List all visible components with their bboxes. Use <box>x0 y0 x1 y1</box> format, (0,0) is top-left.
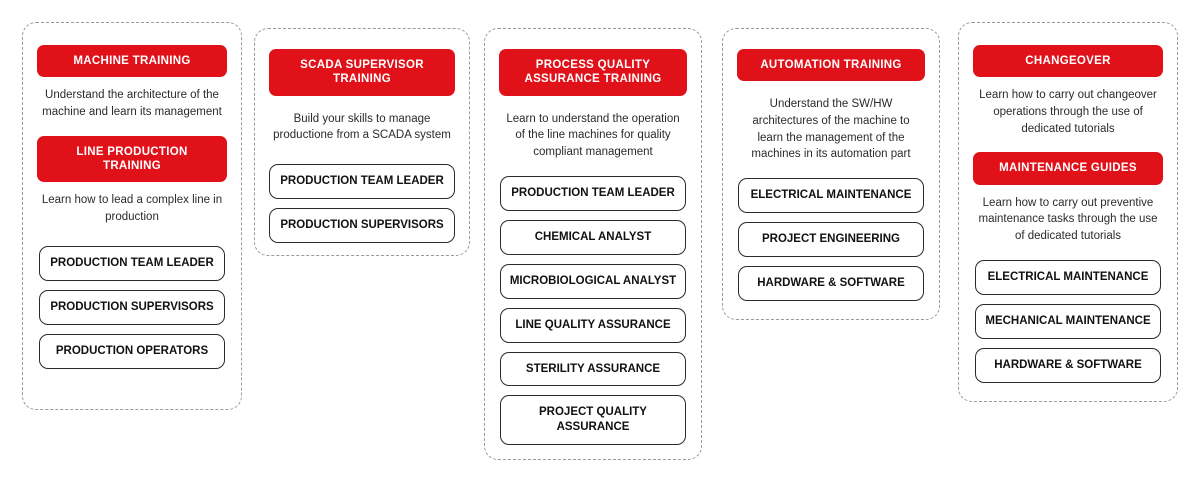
role-item[interactable]: HARDWARE & SOFTWARE <box>975 348 1161 383</box>
role-list-changeover <box>973 260 1163 383</box>
heading-process-quality-assurance-training: PROCESS QUALITY ASSURANCE TRAINING <box>499 49 687 96</box>
role-item[interactable]: CHEMICAL ANALYST <box>500 220 686 255</box>
description-process-quality-assurance-training: Learn to understand the operation of the line machines for quality compliant management <box>506 112 680 159</box>
role-item[interactable]: PROJECT QUALITY ASSURANCE <box>500 395 686 445</box>
role-item[interactable]: LINE QUALITY ASSURANCE <box>500 308 686 343</box>
role-item[interactable]: MECHANICAL MAINTENANCE <box>975 304 1161 339</box>
description-changeover: Learn how to carry out changeover operations through the use of dedicated tutorials <box>979 89 1157 135</box>
role-list-machine-training <box>37 246 227 369</box>
role-list-process-quality-assurance-training <box>499 176 687 446</box>
column-scada-supervisor-training <box>254 28 470 256</box>
role-item[interactable]: MICROBIOLOGICAL ANALYST <box>500 264 686 299</box>
role-item[interactable]: HARDWARE & SOFTWARE <box>738 266 924 301</box>
description-maintenance-guides: Learn how to carry out preventive maintenance tasks through the use of dedicated tutorials <box>978 196 1158 243</box>
heading-changeover: CHANGEOVER <box>973 45 1163 77</box>
role-item[interactable]: ELECTRICAL MAINTENANCE <box>738 178 924 213</box>
role-item[interactable]: PRODUCTION TEAM LEADER <box>39 246 225 281</box>
heading-machine-training: MACHINE TRAINING <box>37 45 227 77</box>
column-automation-training <box>722 28 940 320</box>
column-machine-training <box>22 22 242 410</box>
role-item[interactable]: ELECTRICAL MAINTENANCE <box>975 260 1161 295</box>
description-machine-training: Understand the architecture of the machine and learn its management <box>42 89 222 119</box>
role-item[interactable]: PRODUCTION OPERATORS <box>39 334 225 369</box>
column-changeover <box>958 22 1178 402</box>
role-item[interactable]: PRODUCTION SUPERVISORS <box>39 290 225 325</box>
heading-line-production-training: LINE PRODUCTION TRAINING <box>37 136 227 183</box>
heading-maintenance-guides: MAINTENANCE GUIDES <box>973 152 1163 184</box>
description-line-production-training: Learn how to lead a complex line in production <box>41 194 223 224</box>
column-process-quality-assurance-training <box>484 28 702 460</box>
heading-automation-training: AUTOMATION TRAINING <box>737 49 925 81</box>
role-item[interactable]: STERILITY ASSURANCE <box>500 352 686 387</box>
role-list-automation-training <box>737 178 925 301</box>
role-item[interactable]: PRODUCTION SUPERVISORS <box>269 208 455 243</box>
role-item[interactable]: PRODUCTION TEAM LEADER <box>500 176 686 211</box>
description-automation-training: Understand the SW/HW architectures of the machine to learn the management of the machines in its automation part <box>751 98 911 161</box>
role-item[interactable]: PRODUCTION TEAM LEADER <box>269 164 455 199</box>
role-list-scada-supervisor-training <box>269 164 455 243</box>
role-item[interactable]: PROJECT ENGINEERING <box>738 222 924 257</box>
description-scada-supervisor-training: Build your skills to manage productione from a SCADA system <box>273 112 451 142</box>
heading-scada-supervisor-training: SCADA SUPERVISOR TRAINING <box>269 49 455 96</box>
